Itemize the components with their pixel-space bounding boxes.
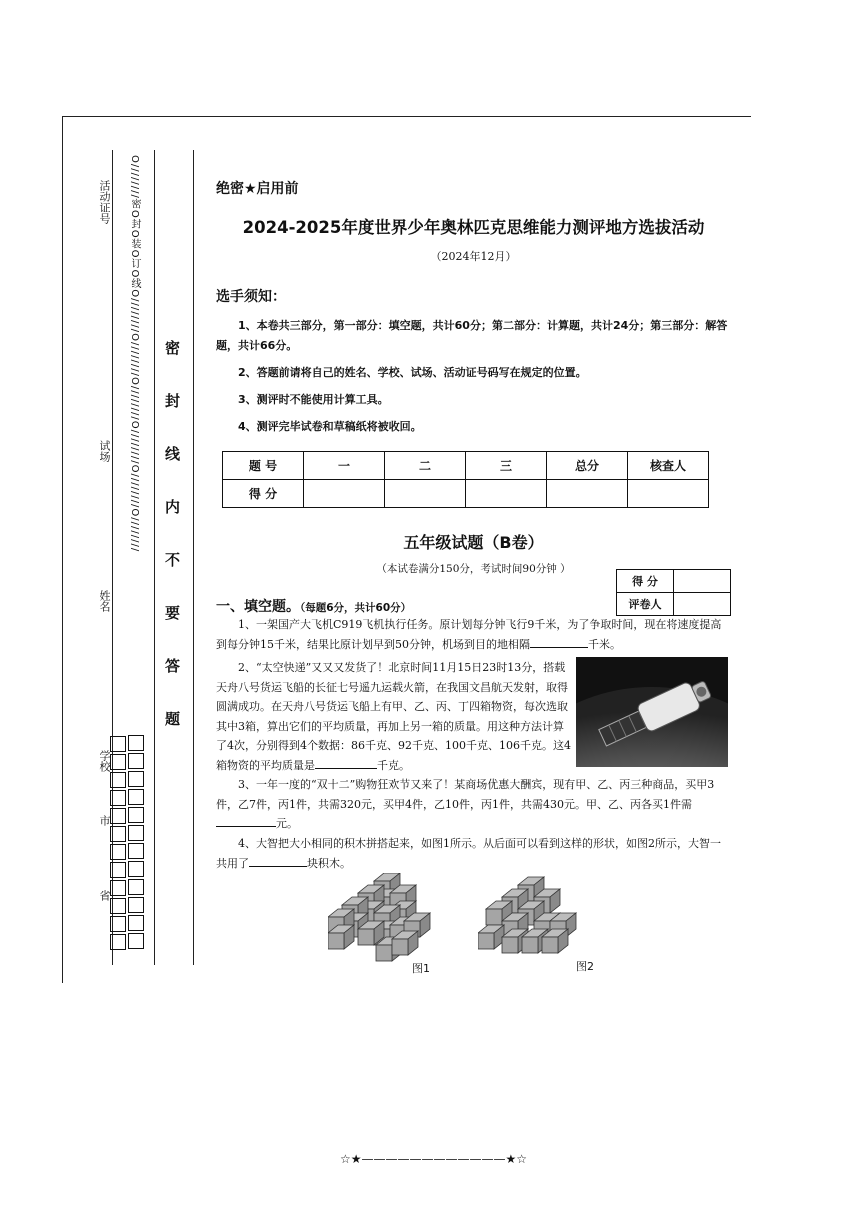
binding-area: [62, 150, 202, 970]
section-heading: 一、填空题。: [216, 599, 300, 615]
note-item: 1、本卷共三部分，第一部分：填空题，共计60分；第二部分：计算题，共计24分；第三部分：解答题，共计66分。: [216, 319, 728, 352]
score-header: 总分: [547, 452, 628, 480]
field-exam-room-label: 试场: [98, 440, 111, 462]
exam-date: （2024年12月）: [430, 250, 517, 263]
field-school-label: 学校: [98, 750, 111, 772]
figure-2-cubes: [478, 873, 582, 965]
score-header: 二: [385, 452, 466, 480]
note-item: 3、测评时不能使用计算工具。: [238, 393, 389, 406]
answer-blank[interactable]: [530, 635, 588, 648]
seal-warning: 密封线内不要答题: [163, 340, 181, 764]
confidential-mark: 绝密★启用前: [216, 181, 299, 197]
note-item: 4、测评完毕试卷和草稿纸将被收回。: [238, 420, 422, 433]
notes-title: 选手须知：: [216, 289, 286, 305]
score-header: 题 号: [223, 452, 304, 480]
field-activity-id-label: 活动证号: [98, 180, 111, 224]
q1-text: 1、一架国产大飞机C919飞机执行任务。原计划每分钟飞行9千米，为了争取时间，现在将速度提高到每分钟15千米，结果比原计划早到50分钟，机场到目的地相隔: [216, 618, 722, 651]
score-cell[interactable]: [304, 480, 385, 508]
q2-text: 2、“太空快递”又又又发货了！北京时间11月15日23时13分，搭载天舟八号货运飞船的长征七号遥九运载火箭，在我国文昌航天发射，取得圆满成功。在天舟八号货运飞船上有甲、乙、丙、丁四箱物资，每次选取其中3箱，算出它们的平均质量，再加上另一箱的质量。用这种方法计算了4次，分别得到4个数据：86千克、92千克、100千克、106千克。这4箱物资的平均质量是: [216, 661, 571, 772]
question-2: [216, 658, 572, 775]
section-title: [216, 596, 411, 616]
field-name-label: 姓名: [98, 590, 111, 612]
score-table: [222, 451, 709, 508]
small-table-label: 得 分: [617, 570, 674, 593]
exam-info: （本试卷满分150分，考试时间90分钟 ）: [376, 563, 571, 575]
small-table-cell[interactable]: [674, 570, 731, 593]
section-score-table: [616, 569, 731, 616]
id-boxes-inner[interactable]: [128, 735, 144, 949]
answer-blank[interactable]: [315, 756, 377, 769]
binding-line-inner: [193, 150, 194, 965]
q3-text: 3、一年一度的“双十二”购物狂欢节又来了！某商场优惠大酬宾，现有甲、乙、丙三种商品，买甲3件，乙7件，丙1件，共需320元，买甲4件，乙10件，丙1件，共需430元。甲、乙、丙各买1件需: [216, 778, 715, 811]
exam-title: 2024-2025年度世界少年奥林匹克思维能力测评地方选拔活动: [242, 218, 705, 237]
figure-1-cubes: [328, 873, 432, 969]
answer-blank[interactable]: [249, 854, 307, 867]
q4-text: 4、大智把大小相同的积木拼搭起来，如图1所示。从后面可以看到这样的形状，如图2所示，大智一共用了: [216, 837, 721, 870]
q1-unit: 千米。: [588, 637, 621, 651]
page-footer: ☆★————————————★☆: [339, 1152, 528, 1166]
score-header: 三: [466, 452, 547, 480]
notes-list: [216, 316, 731, 437]
score-cell[interactable]: [466, 480, 547, 508]
score-row-label: 得 分: [223, 480, 304, 508]
q4-unit: 块积木。: [307, 856, 351, 870]
spacecraft-photo: [576, 657, 728, 767]
field-province-label: 省: [98, 890, 111, 901]
main-content: [216, 178, 731, 576]
figure-2-label: 图2: [576, 960, 594, 973]
binding-line-middle: [154, 150, 155, 965]
score-cell[interactable]: [547, 480, 628, 508]
question-1: [216, 615, 731, 654]
figure-1-label: 图1: [412, 962, 430, 975]
question-3: [216, 775, 731, 834]
grade-title: 五年级试题（B卷）: [403, 533, 544, 552]
field-city-label: 市: [98, 815, 111, 826]
note-item: 2、答题前请将自己的姓名、学校、试场、活动证号码写在规定的位置。: [238, 366, 587, 379]
score-cell[interactable]: [385, 480, 466, 508]
q3-unit: 元。: [276, 817, 298, 830]
small-table-label: 评卷人: [617, 593, 674, 616]
score-cell[interactable]: [628, 480, 709, 508]
score-header: 一: [304, 452, 385, 480]
id-boxes-outer[interactable]: [110, 736, 126, 950]
q2-unit: 千克。: [377, 758, 410, 772]
small-table-cell[interactable]: [674, 593, 731, 616]
question-4: [216, 834, 731, 873]
seal-strip: O////////密O封O装O订O线O////////O////////O////////O////////O////////O////////: [129, 155, 140, 553]
answer-blank[interactable]: [216, 814, 276, 827]
score-header: 核查人: [628, 452, 709, 480]
section-note: （每题6分，共计60分）: [300, 602, 412, 614]
